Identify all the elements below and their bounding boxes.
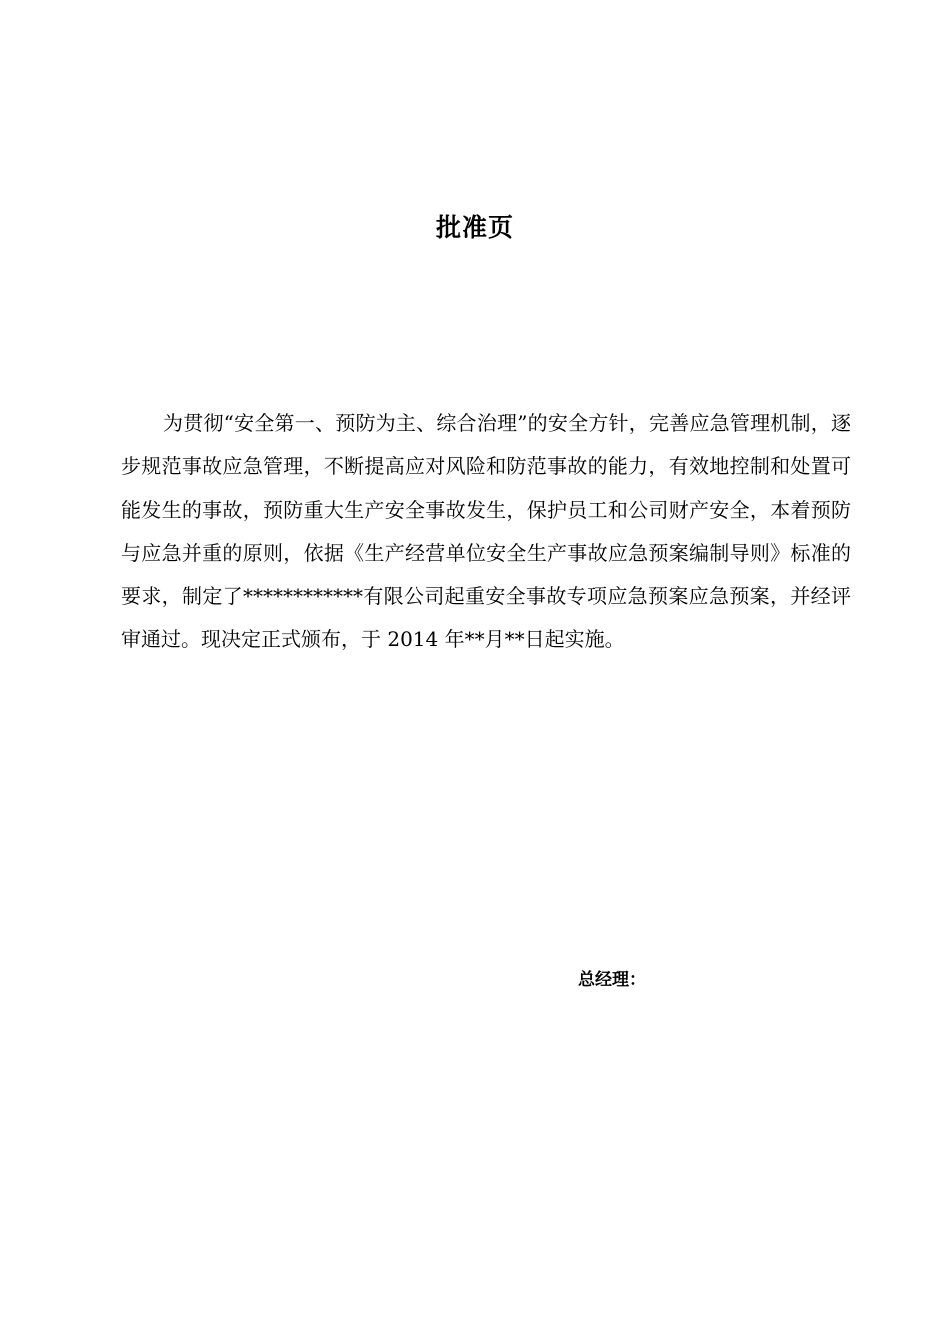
signature-label: 总经理： — [578, 970, 646, 990]
approval-paragraph: 为贯彻“安全第一、预防为主、综合治理”的安全方针，完善应急管理机制，逐步规范事故应急管理，不断提高应对风险和防范事故的能力，有效地控制和处置可能发生的事故，预防重大生产安全事故发生，保护员工和公司财产安全，本着预防与应急并重的原则，依据《生产经营单位安全生产事故应急预案编制导则》标准的要求，制定了************有限公司起重安全事故专项应急预案应急预案，并经评审通过。现决定正式颁布，于 2014 年**月**日起实施。 — [121, 411, 851, 652]
page-title: 批准页 — [435, 213, 514, 242]
